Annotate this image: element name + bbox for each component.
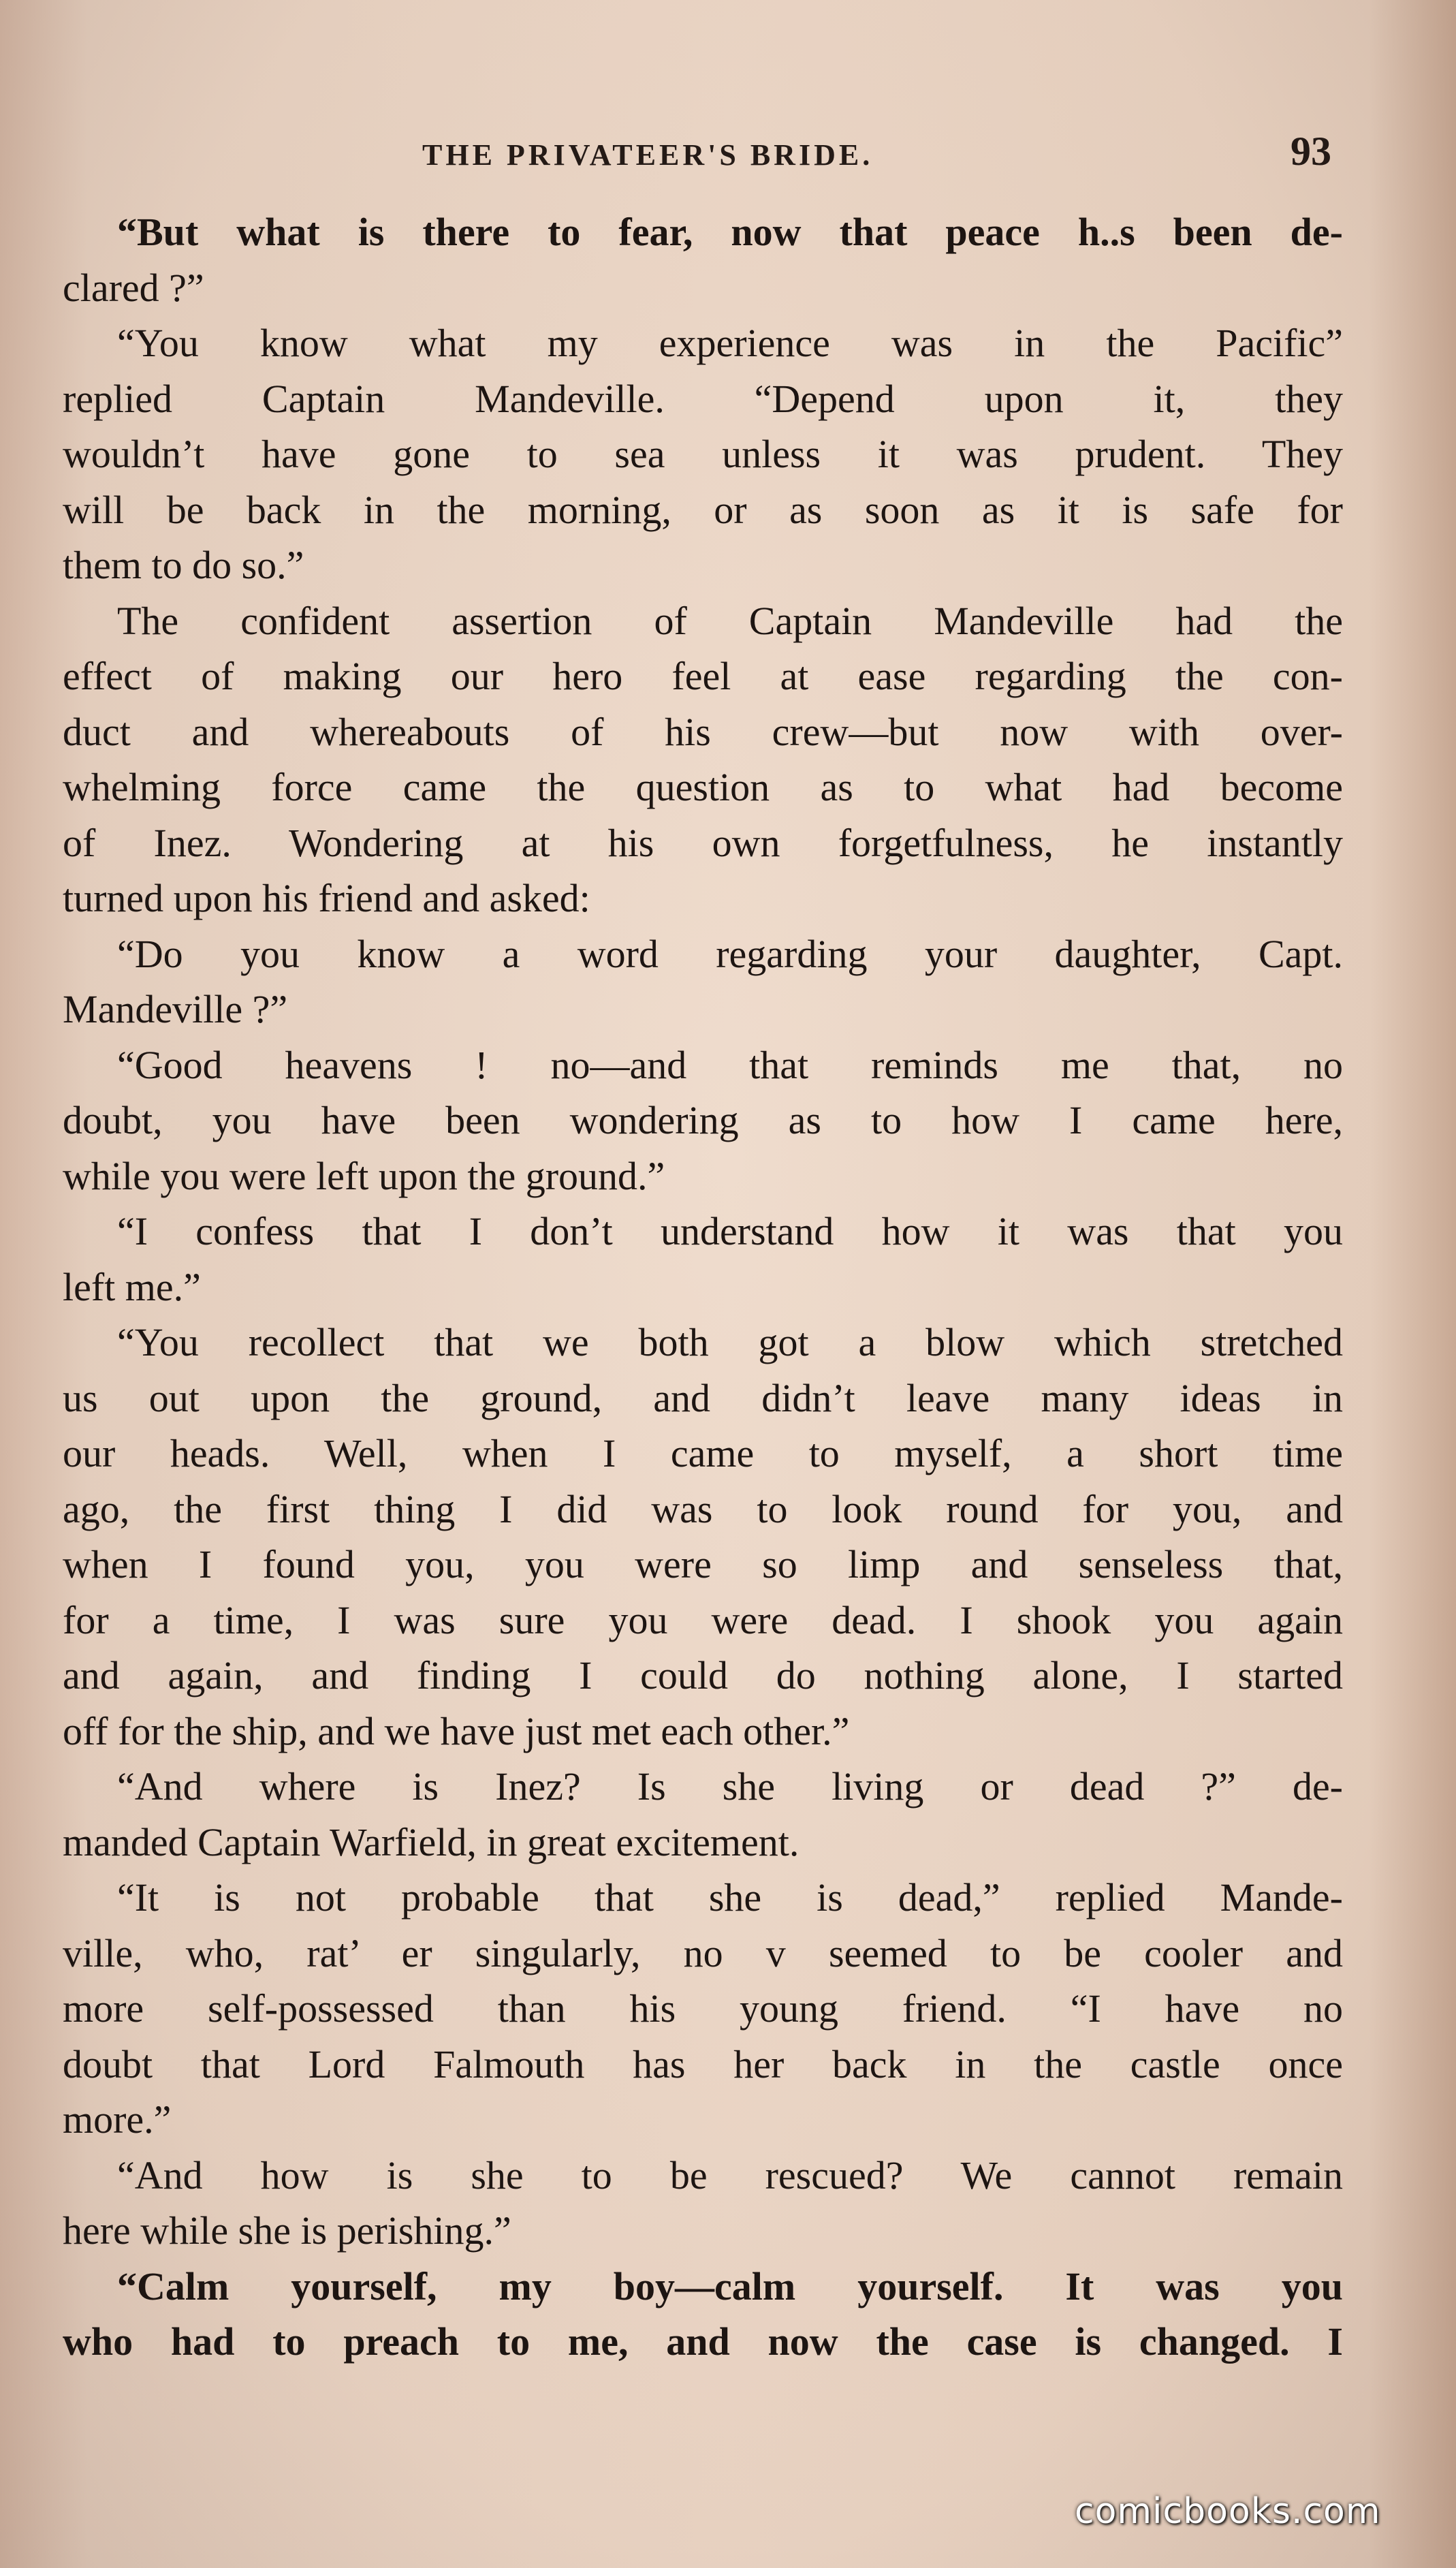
text-line: while you were left upon the ground.” <box>63 1153 665 1198</box>
text-line: “Good heavens ! no—and that reminds me that, no <box>117 1042 1343 1087</box>
text-line: turned upon his friend and asked: <box>63 876 590 920</box>
text-line: whelming force came the question as to what had become <box>63 765 1343 809</box>
running-title: THE PRIVATEER'S BRIDE. <box>422 138 874 172</box>
text-line: will be back in the morning, or as soon as it is safe for <box>63 487 1343 532</box>
text-line: The confident assertion of Captain Mandeville had the <box>117 598 1343 643</box>
text-line: when I found you, you were so limp and senseless that, <box>63 1542 1343 1586</box>
text-line: off for the ship, and we have just met each other.” <box>63 1708 850 1753</box>
text-line: ago, the first thing I did was to look round for you, and <box>63 1486 1343 1531</box>
text-line: “Do you know a word regarding your daughter, Capt. <box>117 931 1343 976</box>
text-line: “I confess that I don’t understand how it was that you <box>117 1209 1343 1253</box>
text-line: manded Captain Warfield, in great excitement. <box>63 1819 800 1864</box>
text-line: “You know what my experience was in the Pacific” <box>117 321 1343 365</box>
text-line: more.” <box>63 2097 172 2142</box>
text-line: “And where is Inez? Is she living or dead ?” de- <box>117 1764 1343 1808</box>
watermark: comicbooks.com <box>1075 2491 1381 2532</box>
text-line: “It is not probable that she is dead,” replied Mande- <box>117 1875 1343 1920</box>
text-line: ville, who, rat’ er singularly, no v seemed to be cooler and <box>63 1930 1343 1975</box>
text-line: “But what is there to fear, now that peace h..s been de- <box>117 210 1343 254</box>
text-line: doubt, you have been wondering as to how I came here, <box>63 1098 1343 1142</box>
text-line: wouldn’t have gone to sea unless it was prudent. They <box>63 432 1343 476</box>
text-line: them to do so.” <box>63 543 304 587</box>
body-text <box>63 204 1343 2370</box>
text-line: us out upon the ground, and didn’t leave many ideas in <box>63 1375 1343 1420</box>
text-line: “And how is she to be rescued? We cannot remain <box>117 2152 1343 2197</box>
text-line: our heads. Well, when I came to myself, a short time <box>63 1431 1343 1475</box>
text-line: replied Captain Mandeville. “Depend upon it, they <box>63 376 1343 421</box>
page-header <box>0 123 1456 191</box>
text-line: left me.” <box>63 1264 201 1309</box>
text-line: “You recollect that we both got a blow which stretched <box>117 1320 1343 1364</box>
text-line: who had to preach to me, and now the case is changed. I <box>63 2319 1343 2364</box>
text-line: and again, and finding I could do nothing alone, I started <box>63 1653 1343 1697</box>
text-line: doubt that Lord Falmouth has her back in the castle once <box>63 2041 1343 2086</box>
text-line: more self-possessed than his young friend. “I have no <box>63 1986 1343 2031</box>
text-line: Mandeville ?” <box>63 987 288 1031</box>
page-number: 93 <box>1291 129 1331 174</box>
text-line: here while she is perishing.” <box>63 2208 511 2253</box>
text-line: for a time, I was sure you were dead. I shook you again <box>63 1597 1343 1642</box>
text-line: “Calm yourself, my boy—calm yourself. It was you <box>117 2264 1343 2308</box>
text-line: duct and whereabouts of his crew—but now with over- <box>63 709 1343 754</box>
text-line: of Inez. Wondering at his own forgetfulness, he instantly <box>63 820 1343 865</box>
text-line: clared ?” <box>63 265 204 310</box>
text-line: effect of making our hero feel at ease regarding the con- <box>63 654 1343 698</box>
